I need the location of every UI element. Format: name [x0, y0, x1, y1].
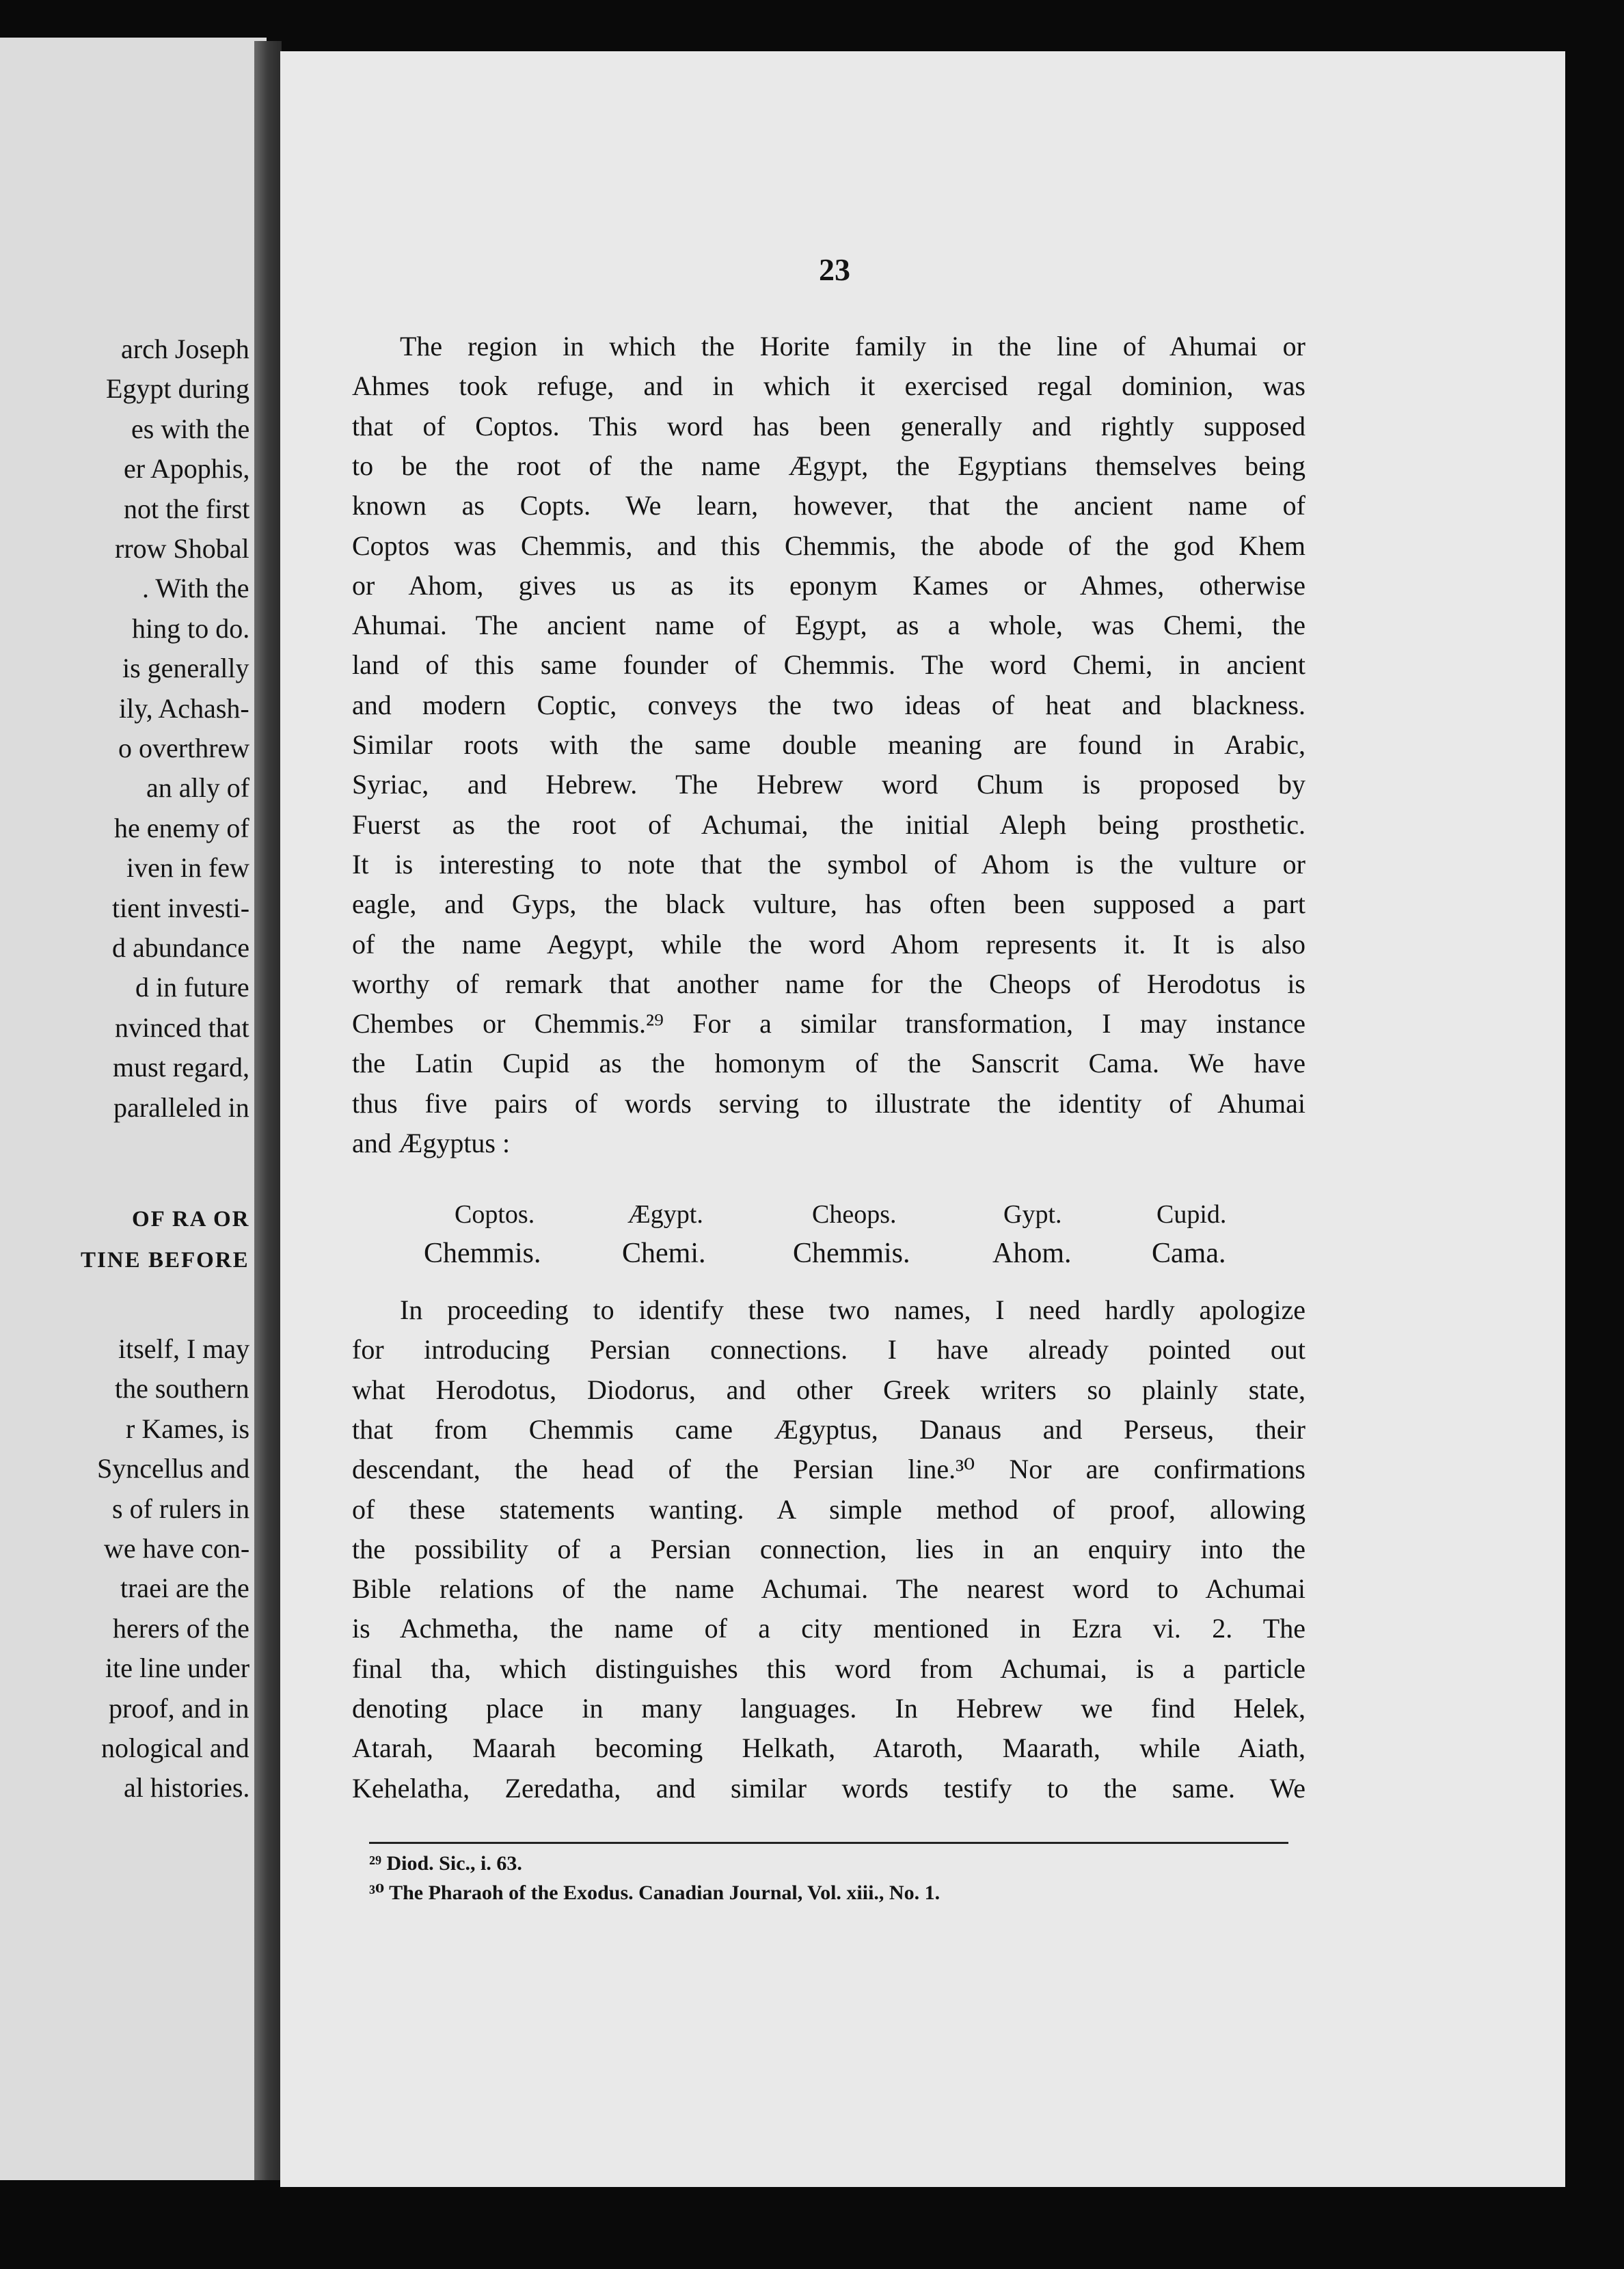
left-page-line: nological and	[101, 1733, 249, 1763]
text-line: Ahmes took refuge, and in which it exercised regal dominion, was	[352, 370, 1305, 402]
text-line: to be the root of the name Ægypt, the Egyptians themselves being	[352, 450, 1305, 481]
left-page-line: d abundance	[112, 932, 250, 963]
left-page-line: is generally	[122, 653, 249, 684]
text-line: the Latin Cupid as the homonym of the Sanscrit Cama. We have	[352, 1048, 1305, 1079]
left-page-line: not the first	[124, 493, 250, 524]
text-line: of these statements wanting. A simple method of proof, allowing	[352, 1493, 1305, 1525]
table-cell: Chemi.	[622, 1238, 706, 1269]
left-page-line: he enemy of	[114, 812, 249, 843]
text-line: thus five pairs of words serving to illustrate the identity of Ahumai	[352, 1087, 1305, 1119]
table-cell: Ægypt.	[627, 1200, 703, 1229]
text-line: The region in which the Horite family in the line of Ahumai or	[400, 331, 1305, 362]
text-line: is Achmetha, the name of a city mentioned in Ezra vi. 2. The	[352, 1613, 1305, 1644]
left-page-line: s of rulers in	[112, 1493, 250, 1524]
left-page-line: paralleled in	[113, 1091, 249, 1123]
footnote-divider	[369, 1842, 1288, 1844]
text-line: descendant, the head of the Persian line.³⁰ Nor are confirmations	[352, 1454, 1305, 1485]
left-page-line: iven in few	[126, 852, 249, 884]
text-line: Kehelatha, Zeredatha, and similar words testify to the same. We	[352, 1772, 1305, 1804]
page-number: 23	[819, 252, 850, 287]
left-page-line: es with the	[131, 413, 250, 444]
text-line: what Herodotus, Diodorus, and other Greek writers so plainly state,	[352, 1374, 1305, 1405]
left-page-line: rrow Shobal	[115, 533, 249, 564]
left-page-line: r Kames, is	[126, 1413, 250, 1444]
left-page-line: Egypt during	[106, 373, 249, 405]
left-page-line: an ally of	[146, 772, 250, 804]
text-line: of the name Aegypt, while the word Ahom represents it. It is also	[352, 928, 1305, 960]
text-line: that from Chemmis came Ægyptus, Danaus and Perseus, their	[352, 1413, 1305, 1445]
text-line: Fuerst as the root of Achumai, the initial Aleph being prosthetic.	[352, 809, 1305, 840]
text-line: for introducing Persian connections. I have already pointed out	[352, 1334, 1305, 1366]
footnote-30: ³⁰ The Pharaoh of the Exodus. Canadian Journal, Vol. xiii., No. 1.	[369, 1881, 940, 1904]
text-line: denoting place in many languages. In Hebrew we find Helek,	[352, 1693, 1305, 1724]
left-page-line: OF RA OR	[132, 1207, 250, 1232]
left-page-line: ily, Achash-	[119, 692, 249, 724]
left-page-line: TINE BEFORE	[81, 1248, 249, 1273]
table-cell: Cheops.	[812, 1200, 897, 1229]
text-line: the possibility of a Persian connection, lies in an enquiry into the	[352, 1533, 1305, 1564]
table-cell: Chemmis.	[793, 1238, 910, 1269]
text-line: eagle, and Gyps, the black vulture, has often been supposed a part	[352, 888, 1305, 920]
left-page-line: d in future	[135, 972, 249, 1003]
text-line: Syriac, and Hebrew. The Hebrew word Chum is proposed by	[352, 769, 1305, 800]
table-cell: Chemmis.	[424, 1238, 541, 1269]
left-page-line: Syncellus and	[97, 1453, 250, 1484]
left-page-line: traei are the	[120, 1573, 249, 1604]
left-page-line: al histories.	[124, 1772, 250, 1804]
text-line: or Ahom, gives us as its eponym Kames or Ahmes, otherwise	[352, 569, 1305, 601]
left-page-line: the southern	[115, 1373, 249, 1404]
text-line: Similar roots with the same double meaning are found in Arabic,	[352, 729, 1305, 760]
text-line: that of Coptos. This word has been generally and rightly supposed	[352, 410, 1305, 441]
text-line: Chembes or Chemmis.²⁹ For a similar transformation, I may instance	[352, 1008, 1305, 1040]
text-line: worthy of remark that another name for the Cheops of Herodotus is	[352, 968, 1305, 999]
text-line: In proceeding to identify these two names, I need hardly apologize	[400, 1294, 1305, 1325]
table-cell: Coptos.	[455, 1200, 535, 1229]
text-line: Bible relations of the name Achumai. The nearest word to Achumai	[352, 1573, 1305, 1605]
text-line: known as Copts. We learn, however, that the ancient name of	[352, 490, 1305, 521]
left-page-line: hing to do.	[132, 612, 250, 644]
text-line: and modern Coptic, conveys the two ideas of heat and blackness.	[352, 689, 1305, 720]
left-page-line: o overthrew	[118, 733, 250, 763]
text-line: final tha, which distinguishes this word from Achumai, is a particle	[352, 1653, 1305, 1684]
left-page-line: ite line under	[105, 1653, 250, 1684]
text-line: Atarah, Maarah becoming Helkath, Ataroth, Maarath, while Aiath,	[352, 1733, 1305, 1764]
text-line: and Ægyptus :	[352, 1128, 511, 1158]
book-gutter	[254, 41, 282, 2180]
left-page-line: must regard,	[113, 1052, 249, 1083]
left-page-line: itself, I may	[118, 1333, 250, 1364]
footnote-29: ²⁹ Diod. Sic., i. 63.	[369, 1852, 522, 1875]
left-page-line: nvinced that	[115, 1011, 249, 1043]
text-line: It is interesting to note that the symbol of Ahom is the vulture or	[352, 848, 1305, 880]
table-cell: Cupid.	[1156, 1200, 1227, 1229]
text-line: Ahumai. The ancient name of Egypt, as a whole, was Chemi, the	[352, 610, 1305, 641]
left-page-line: . With the	[142, 573, 249, 604]
left-page-line: tient investi-	[112, 892, 250, 923]
table-cell: Cama.	[1152, 1238, 1226, 1269]
left-page-line: er Apophis,	[124, 453, 250, 485]
left-page-line: herers of the	[113, 1612, 249, 1644]
text-line: land of this same founder of Chemmis. The word Chemi, in ancient	[352, 649, 1305, 681]
left-page-line: arch Joseph	[121, 334, 249, 364]
text-line: Coptos was Chemmis, and this Chemmis, the abode of the god Khem	[352, 530, 1305, 561]
table-cell: Gypt.	[1003, 1200, 1062, 1229]
left-page-line: proof, and in	[109, 1692, 249, 1724]
left-page-line: we have con-	[104, 1533, 250, 1564]
table-cell: Ahom.	[992, 1238, 1072, 1269]
